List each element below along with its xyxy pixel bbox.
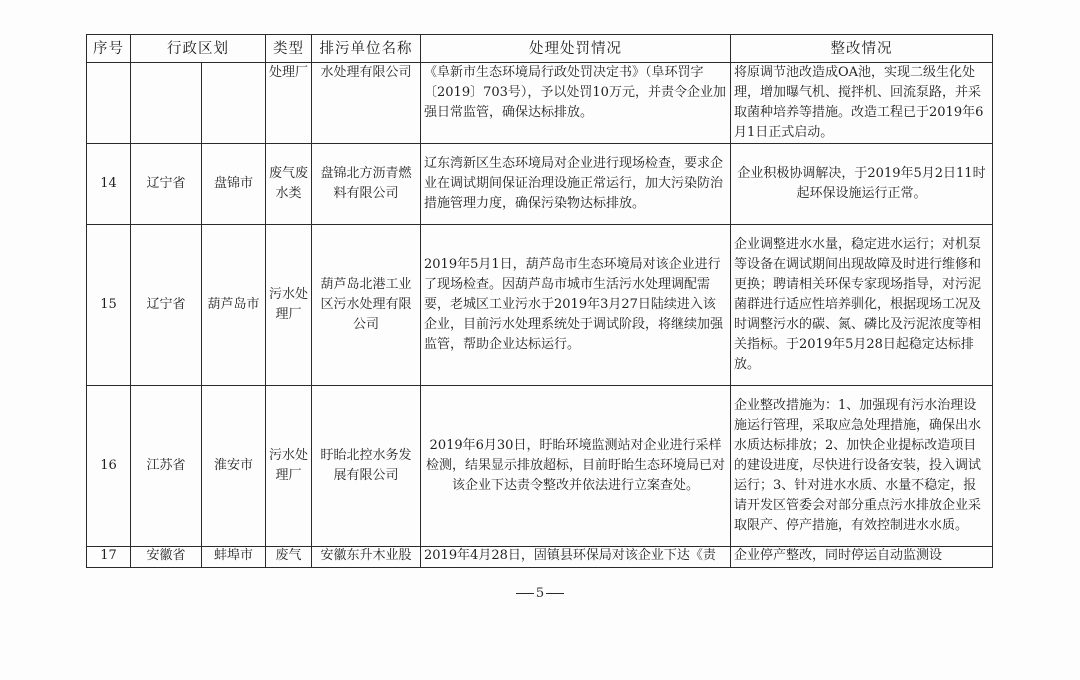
cell-city	[202, 63, 266, 144]
cell-penalty: 2019年4月28日，固镇县环保局对该企业下达《责	[421, 547, 731, 568]
footer-dash-left	[516, 593, 534, 594]
cell-type: 污水处理厂	[266, 225, 312, 386]
cell-rectify: 企业停产整改，同时停运自动监测设	[731, 547, 993, 568]
page-number: 5	[535, 586, 545, 601]
cell-province: 辽宁省	[131, 225, 202, 386]
table-row	[87, 547, 993, 568]
cell-penalty: 2019年6月30日，盱眙环境监测站对企业进行采样检测，结果显示排放超标，目前盱眙生态环境局已对该企业下达责令整改并依法进行立案查处。	[421, 386, 731, 547]
cell-seq: 17	[87, 547, 131, 568]
cell-penalty: 《阜新市生态环境局行政处罚决定书》（阜环罚字〔2019〕703号），予以处罚10万元，并责令企业加强日常监管，确保达标排放。	[421, 63, 731, 144]
cell-province: 安徽省	[131, 547, 202, 568]
table-row	[87, 63, 993, 144]
cell-seq	[87, 63, 131, 144]
table-row	[87, 225, 993, 386]
header-region: 行政区划	[131, 35, 266, 63]
cell-city: 葫芦岛市	[202, 225, 266, 386]
table-header-row	[87, 35, 993, 63]
table-row	[87, 386, 993, 547]
cell-unit: 水处理有限公司	[312, 63, 421, 144]
cell-city: 淮安市	[202, 386, 266, 547]
cell-type: 处理厂	[266, 63, 312, 144]
cell-seq: 16	[87, 386, 131, 547]
cell-type: 废气废水类	[266, 144, 312, 225]
cell-type: 污水处理厂	[266, 386, 312, 547]
cell-rectify: 企业整改措施为：1、加强现有污水治理设施运行管理，采取应急处理措施，确保出水水质达标排放；2、加快企业提标改造项目的建设进度，尽快进行设备安装，投入调试运行；3、针对进水水质、水量不稳定，报请开发区管委会对部分重点污水排放企业采取限产、停产措施，有效控制进水水质。	[731, 386, 993, 547]
header-unit: 排污单位名称	[312, 35, 421, 63]
table-row	[87, 144, 993, 225]
cell-province	[131, 63, 202, 144]
cell-province: 江苏省	[131, 386, 202, 547]
cell-type: 废气	[266, 547, 312, 568]
footer-dash-right	[546, 593, 564, 594]
header-type: 类型	[266, 35, 312, 63]
cell-unit: 盘锦北方沥青燃料有限公司	[312, 144, 421, 225]
cell-unit: 安徽东升木业股	[312, 547, 421, 568]
header-rectify: 整改情况	[731, 35, 993, 63]
cell-city: 盘锦市	[202, 144, 266, 225]
cell-penalty: 2019年5月1日，葫芦岛市生态环境局对该企业进行了现场检查。因葫芦岛市城市生活污水处理调配需要，老城区工业污水于2019年3月27日陆续进入该企业，目前污水处理系统处于调试阶段，将继续加强监管，帮助企业达标运行。	[421, 225, 731, 386]
cell-seq: 15	[87, 225, 131, 386]
cell-penalty: 辽东湾新区生态环境局对企业进行现场检查，要求企业在调试期间保证治理设施正常运行，加大污染防治措施管理力度，确保污染物达标排放。	[421, 144, 731, 225]
header-penalty: 处理处罚情况	[421, 35, 731, 63]
cell-rectify: 企业积极协调解决，于2019年5月2日11时起环保设施运行正常。	[731, 144, 993, 225]
page-footer	[0, 586, 1080, 601]
cell-seq: 14	[87, 144, 131, 225]
enforcement-table	[86, 34, 993, 568]
header-seq: 序号	[87, 35, 131, 63]
cell-unit: 盱眙北控水务发展有限公司	[312, 386, 421, 547]
cell-unit: 葫芦岛北港工业区污水处理有限公司	[312, 225, 421, 386]
cell-rectify: 将原调节池改造成OA池，实现二级生化处理，增加曝气机、搅拌机、回流泵路，并采取菌种培养等措施。改造工程已于2019年6月1日正式启动。	[731, 63, 993, 144]
cell-city: 蚌埠市	[202, 547, 266, 568]
cell-province: 辽宁省	[131, 144, 202, 225]
cell-rectify: 企业调整进水水量，稳定进水运行；对机泵等设备在调试期间出现故障及时进行维修和更换；聘请相关环保专家现场指导，对污泥菌群进行适应性培养驯化，根据现场工况及时调整污水的碳、氮、磷比及污泥浓度等相关指标。于2019年5月28日起稳定达标排放。	[731, 225, 993, 386]
